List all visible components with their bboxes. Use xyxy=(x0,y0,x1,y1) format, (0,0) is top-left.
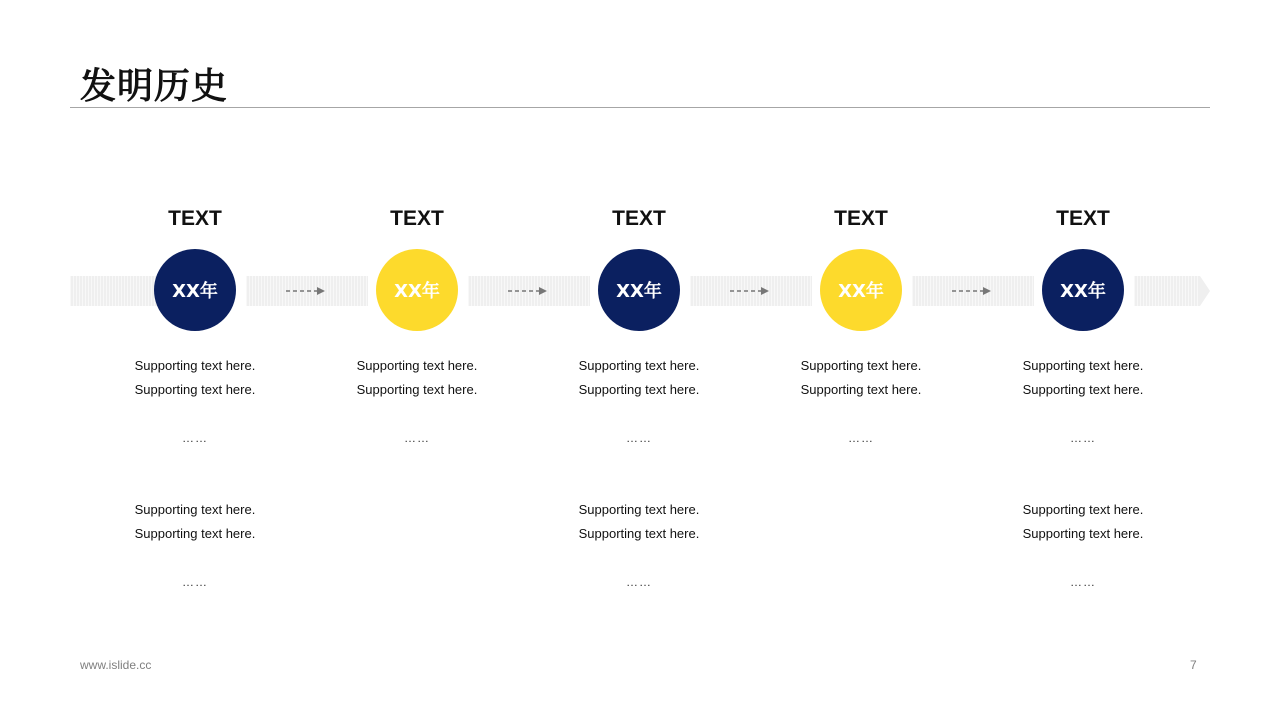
step-heading: TEXT xyxy=(834,207,888,230)
supporting-text-line: Supporting text here. xyxy=(134,358,256,373)
supporting-text-line: Supporting text here. xyxy=(800,358,922,373)
timeline-step xyxy=(529,205,749,605)
supporting-text-line: Supporting text here. xyxy=(578,502,700,517)
supporting-text-line: Supporting text here. xyxy=(356,358,478,373)
timeline-arrow-tip xyxy=(1200,276,1210,306)
supporting-text-line: Supporting text here. xyxy=(1022,382,1144,397)
title-divider xyxy=(70,107,1210,108)
step-heading: TEXT xyxy=(390,207,444,230)
supporting-text xyxy=(973,354,1193,402)
page-number: 7 xyxy=(1190,658,1197,672)
step-heading: TEXT xyxy=(1056,207,1110,230)
ellipsis: …… xyxy=(848,431,874,445)
supporting-text xyxy=(751,354,971,402)
supporting-text xyxy=(529,498,749,546)
supporting-text-line: Supporting text here. xyxy=(356,382,478,397)
timeline-step xyxy=(85,205,305,605)
ellipsis: …… xyxy=(1070,575,1096,589)
supporting-text xyxy=(85,498,305,546)
supporting-text xyxy=(529,354,749,402)
page-title: 发明历史 xyxy=(80,66,229,107)
supporting-text xyxy=(973,498,1193,546)
year-circle: XX年 xyxy=(1042,249,1124,331)
footer-url: www.islide.cc xyxy=(80,658,152,672)
supporting-text-line: Supporting text here. xyxy=(578,358,700,373)
supporting-text-line: Supporting text here. xyxy=(578,526,700,541)
step-heading: TEXT xyxy=(612,207,666,230)
ellipsis: …… xyxy=(404,431,430,445)
supporting-text-line: Supporting text here. xyxy=(134,502,256,517)
supporting-text-line: Supporting text here. xyxy=(134,382,256,397)
year-circle: XX年 xyxy=(598,249,680,331)
ellipsis: …… xyxy=(626,575,652,589)
supporting-text xyxy=(307,354,527,402)
supporting-text-line: Supporting text here. xyxy=(134,526,256,541)
supporting-text-line: Supporting text here. xyxy=(1022,526,1144,541)
ellipsis: …… xyxy=(182,431,208,445)
timeline-step xyxy=(751,205,971,605)
ellipsis: …… xyxy=(182,575,208,589)
timeline-step xyxy=(973,205,1193,605)
timeline-step xyxy=(307,205,527,605)
ellipsis: …… xyxy=(626,431,652,445)
year-circle: XX年 xyxy=(154,249,236,331)
year-circle: XX年 xyxy=(820,249,902,331)
supporting-text-line: Supporting text here. xyxy=(1022,502,1144,517)
step-heading: TEXT xyxy=(168,207,222,230)
year-circle: XX年 xyxy=(376,249,458,331)
supporting-text-line: Supporting text here. xyxy=(800,382,922,397)
ellipsis: …… xyxy=(1070,431,1096,445)
supporting-text-line: Supporting text here. xyxy=(578,382,700,397)
supporting-text xyxy=(85,354,305,402)
supporting-text-line: Supporting text here. xyxy=(1022,358,1144,373)
